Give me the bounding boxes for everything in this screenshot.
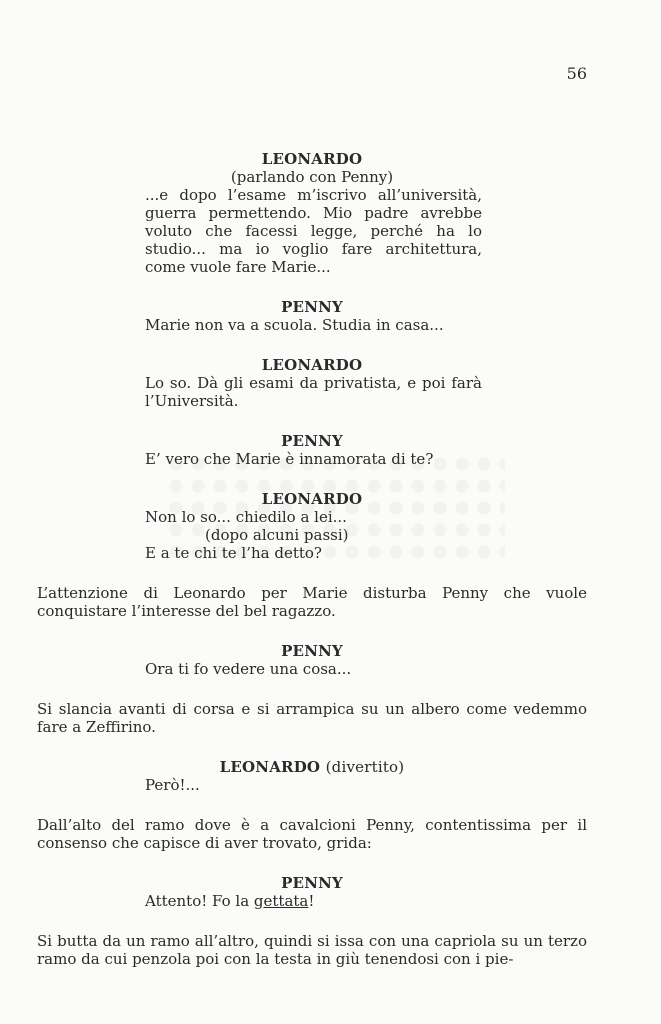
action-paragraph: Dall’alto del ramo dove è a cavalcioni Penny, contentissima per il consenso che capisce di aver trovato, grida: — [37, 816, 587, 852]
dialogue-line: ...e dopo l’esame m’iscrivo all’università, guerra permettendo. Mio padre avrebbe voluto che facessi legge, perché ha lo studio... ma io voglio fare architettura, come vuole fare Marie... — [145, 186, 482, 276]
dialogue-line: Lo so. Dà gli esami da privatista, e poi farà l’Università. — [145, 374, 482, 410]
speaker-name: PENNY — [281, 432, 343, 450]
page-number: 56 — [566, 64, 587, 83]
speaker-name: PENNY — [281, 642, 343, 660]
speaker-name: PENNY — [281, 874, 343, 892]
dialogue-text: Attento! Fo la — [145, 892, 254, 910]
speaker-name: LEONARDO — [261, 356, 363, 374]
dialogue-line: E a te chi te l’ha detto? — [145, 544, 322, 562]
action-paragraph: Si slancia avanti di corsa e si arrampica su un albero come vedemmo fare a Zeffirino. — [37, 700, 587, 736]
action-paragraph: L’attenzione di Leonardo per Marie disturba Penny che vuole conquistare l’interesse del bel ragazzo. — [37, 584, 587, 620]
dialogue-text: ! — [308, 892, 315, 910]
dialogue-line: Marie non va a scuola. Studia in casa... — [145, 316, 444, 334]
dialogue-line: E’ vero che Marie è innamorata di te? — [145, 450, 434, 468]
stage-direction: (dopo alcuni passi) — [205, 526, 349, 544]
speaker-name: PENNY — [281, 298, 343, 316]
dialogue-line: Non lo so... chiedilo a lei... — [145, 508, 347, 526]
speaker-name-with-direction — [37, 758, 587, 776]
dialogue-stage-direction — [145, 526, 482, 544]
dialogue-line: Però!... — [145, 776, 200, 794]
speaker-name: LEONARDO — [261, 490, 363, 508]
speaker-name: LEONARDO — [219, 758, 321, 776]
action-paragraph: Si butta da un ramo all’altro, quindi si issa con una capriola su un terzo ramo da cui penzola poi con la testa in giù tenendosi con i pie- — [37, 932, 587, 968]
dialogue-line — [145, 892, 482, 910]
script-text — [37, 150, 587, 968]
dialogue-line: Ora ti fo vedere una cosa... — [145, 660, 352, 678]
underlined-word: gettata — [253, 892, 309, 910]
stage-direction: (parlando con Penny) — [230, 168, 394, 186]
stage-direction: (divertito) — [325, 758, 405, 776]
speaker-name: LEONARDO — [261, 150, 363, 168]
